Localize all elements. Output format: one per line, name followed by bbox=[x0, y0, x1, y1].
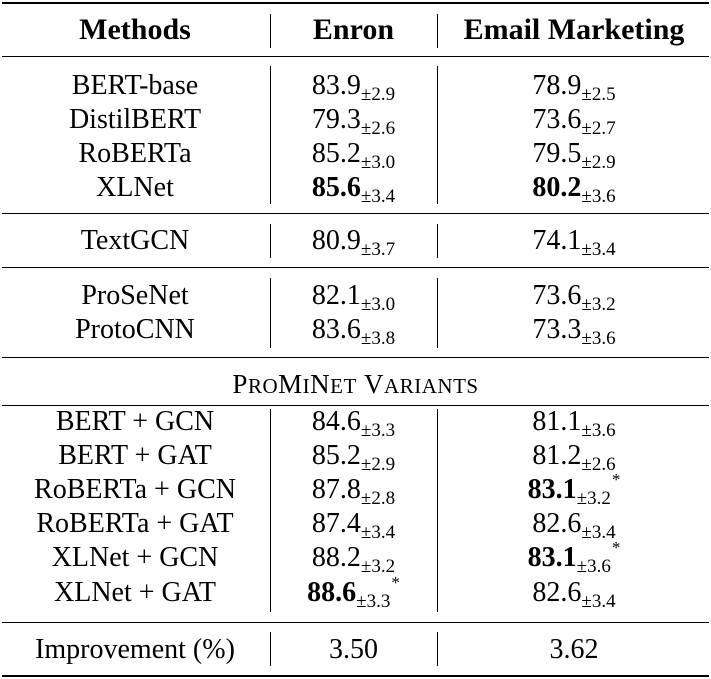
score-std: ±3.4 bbox=[581, 591, 616, 612]
group-rule bbox=[2, 213, 709, 214]
method-name: BERT-base bbox=[71, 70, 199, 101]
score-value: 78.9 bbox=[532, 70, 582, 101]
score-value: 83.9 bbox=[311, 70, 361, 101]
score-value: 80.2 bbox=[532, 172, 582, 203]
group-rule bbox=[2, 357, 709, 358]
score-std: ±2.5 bbox=[581, 84, 616, 105]
email-score bbox=[437, 225, 711, 260]
score-value: 85.2 bbox=[311, 138, 361, 169]
score-value: 82.6 bbox=[532, 577, 582, 608]
group-rule bbox=[2, 267, 709, 268]
score-value: 88.6 bbox=[307, 577, 357, 608]
significance-marker: * bbox=[611, 470, 621, 489]
header-email-marketing: Email Marketing bbox=[463, 13, 685, 46]
email-score bbox=[437, 470, 711, 509]
enron-score bbox=[270, 406, 437, 441]
enron-score bbox=[270, 508, 437, 543]
email-score bbox=[437, 406, 711, 441]
method-name: RoBERTa + GAT bbox=[36, 508, 234, 539]
score-value: 73.6 bbox=[532, 280, 582, 311]
email-score bbox=[437, 280, 711, 315]
enron-score bbox=[270, 440, 437, 475]
method-name: BERT + GAT bbox=[58, 440, 212, 471]
method-name: BERT + GCN bbox=[55, 406, 215, 437]
email-score bbox=[437, 104, 711, 139]
header-rule bbox=[2, 56, 709, 57]
score-value: 81.2 bbox=[532, 440, 582, 471]
email-score bbox=[437, 440, 711, 475]
score-value: 83.1 bbox=[527, 474, 577, 505]
score-value: 85.6 bbox=[311, 172, 361, 203]
score-std: ±3.4 bbox=[360, 186, 396, 207]
method-name: RoBERTa bbox=[78, 138, 192, 169]
score-std: ±3.4 bbox=[581, 239, 616, 260]
method-name: XLNet + GCN bbox=[51, 542, 219, 573]
score-std: ±3.3 bbox=[360, 420, 396, 441]
score-std: ±3.7 bbox=[360, 239, 396, 260]
score-value: 79.5 bbox=[532, 138, 582, 169]
enron-score bbox=[270, 138, 437, 173]
email-score bbox=[437, 70, 711, 105]
score-value: 84.6 bbox=[311, 406, 361, 437]
score-value: 81.1 bbox=[532, 406, 582, 437]
score-std: ±2.6 bbox=[360, 118, 396, 139]
score-std: ±2.9 bbox=[360, 454, 396, 475]
score-std: ±3.0 bbox=[360, 294, 396, 315]
improvement-label: Improvement (%) bbox=[35, 634, 235, 665]
method-name: XLNet + GAT bbox=[54, 577, 216, 608]
email-score bbox=[437, 172, 711, 207]
enron-score bbox=[270, 172, 437, 207]
score-value: 83.1 bbox=[527, 542, 577, 573]
method-name: XLNet bbox=[96, 172, 174, 203]
improvement-email: 3.62 bbox=[549, 634, 599, 665]
enron-score bbox=[270, 70, 437, 105]
method-name: ProSeNet bbox=[81, 280, 189, 311]
score-value: 83.6 bbox=[311, 314, 361, 345]
email-score bbox=[437, 314, 711, 349]
score-value: 82.1 bbox=[311, 280, 361, 311]
enron-score bbox=[270, 314, 437, 349]
score-value: 88.2 bbox=[311, 542, 361, 573]
significance-marker: * bbox=[611, 538, 621, 557]
method-name: TextGCN bbox=[80, 225, 190, 256]
email-score bbox=[437, 538, 711, 577]
score-std: ±3.6 bbox=[581, 420, 616, 441]
score-std: ±2.6 bbox=[581, 454, 616, 475]
score-value: 87.8 bbox=[311, 474, 361, 505]
score-value: 73.6 bbox=[532, 104, 582, 135]
score-std: ±3.0 bbox=[360, 152, 396, 173]
variants-title: PROMINET VARIANTS bbox=[232, 369, 479, 399]
score-value: 80.9 bbox=[311, 225, 361, 256]
enron-score bbox=[270, 474, 437, 509]
email-score bbox=[437, 508, 711, 543]
score-value: 85.2 bbox=[311, 440, 361, 471]
top-rule bbox=[2, 2, 709, 4]
enron-score bbox=[270, 280, 437, 315]
improvement-rule bbox=[2, 622, 709, 623]
email-score bbox=[437, 138, 711, 173]
significance-marker: * bbox=[391, 573, 400, 592]
method-name: DistilBERT bbox=[68, 104, 202, 135]
bottom-rule bbox=[2, 675, 709, 677]
score-std: ±3.2 bbox=[360, 556, 396, 577]
score-std: ±3.6 bbox=[581, 328, 616, 349]
score-value: 87.4 bbox=[311, 508, 361, 539]
enron-score bbox=[270, 542, 437, 577]
score-value: 74.1 bbox=[532, 225, 582, 256]
method-name: RoBERTa + GCN bbox=[34, 474, 236, 505]
score-std: ±3.4 bbox=[581, 522, 616, 543]
score-std: ±2.9 bbox=[581, 152, 616, 173]
email-score bbox=[437, 577, 711, 612]
improvement-enron: 3.50 bbox=[329, 634, 378, 665]
score-std: ±2.8 bbox=[360, 488, 396, 509]
score-std: ±3.2 bbox=[576, 488, 611, 509]
header-enron: Enron bbox=[312, 13, 395, 46]
method-name: ProtoCNN bbox=[75, 314, 195, 345]
score-std: ±3.6 bbox=[576, 556, 611, 577]
score-value: 79.3 bbox=[311, 104, 361, 135]
score-std: ±3.4 bbox=[360, 522, 396, 543]
header-methods: Methods bbox=[79, 13, 191, 46]
score-std: ±3.3 bbox=[356, 591, 391, 612]
score-std: ±2.7 bbox=[581, 118, 616, 139]
enron-score bbox=[270, 573, 437, 612]
score-std: ±3.6 bbox=[581, 186, 616, 207]
enron-score bbox=[270, 225, 437, 260]
score-value: 73.3 bbox=[532, 314, 582, 345]
score-std: ±3.2 bbox=[581, 294, 616, 315]
enron-score bbox=[270, 104, 437, 139]
score-std: ±3.8 bbox=[360, 328, 396, 349]
score-value: 82.6 bbox=[532, 508, 582, 539]
score-std: ±2.9 bbox=[360, 84, 396, 105]
